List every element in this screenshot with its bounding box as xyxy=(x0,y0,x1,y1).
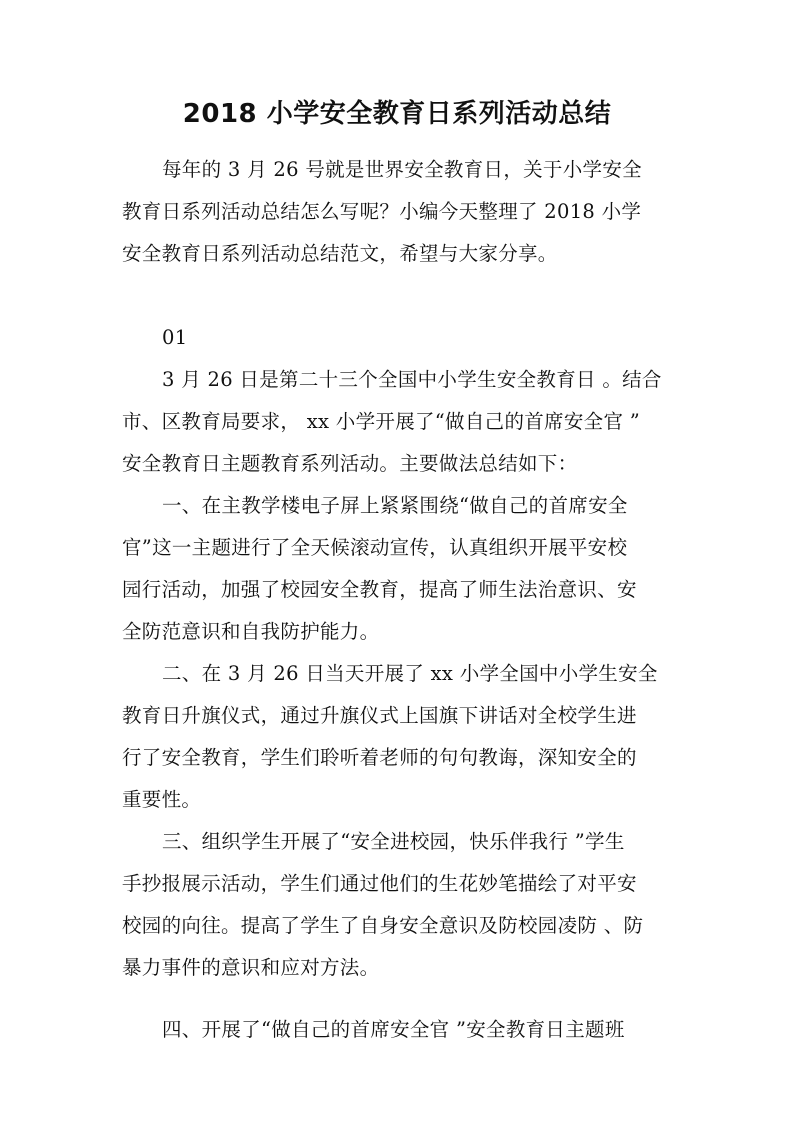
text-line: 教育日系列活动总结怎么写呢？小编今天整理了 2018 小学 xyxy=(122,200,642,223)
document-title: 2018 小学安全教育日系列活动总结 xyxy=(182,99,612,129)
text-line: 园行活动，加强了校园安全教育，提高了师生法治意识、安 xyxy=(122,578,637,601)
text-line: 手抄报展示活动，学生们通过他们的生花妙笔描绘了对平安 xyxy=(122,872,637,895)
text-line: 校园的向往。提高了学生了自身安全意识及防校园凌防 、防 xyxy=(122,914,644,937)
text-line: 行了安全教育，学生们聆听着老师的句句教诲，深知安全的 xyxy=(122,746,637,769)
text-line: 每年的 3 月 26 号就是世界安全教育日，关于小学安全 xyxy=(162,158,642,181)
text-line: 3 月 26 日是第二十三个全国中小学生安全教育日 。结合 xyxy=(162,368,662,391)
text-line: 三、组织学生开展了“安全进校园，快乐伴我行 ”学生 xyxy=(162,830,625,853)
text-line: 重要性。 xyxy=(122,788,202,811)
text-line: 一、在主教学楼电子屏上紧紧围绕“做自己的首席安全 xyxy=(162,494,628,517)
text-line: 安全教育日系列活动总结范文，希望与大家分享。 xyxy=(122,242,558,265)
text-line: 官”这一主题进行了全天候滚动宣传，认真组织开展平安校 xyxy=(122,536,628,559)
text-line: 二、在 3 月 26 日当天开展了 xx 小学全国中小学生安全 xyxy=(162,662,658,685)
text-line: 暴力事件的意识和应对方法。 xyxy=(122,956,380,979)
text-line: 教育日升旗仪式，通过升旗仪式上国旗下讲话对全校学生进 xyxy=(122,704,637,727)
text-line: 全防范意识和自我防护能力。 xyxy=(122,620,380,643)
text-line: 市、区教育局要求， xx 小学开展了“做自己的首席安全官 ” xyxy=(122,410,641,433)
section-number: 01 xyxy=(162,326,188,349)
text-line: 四、开展了“做自己的首席安全官 ”安全教育日主题班 xyxy=(162,1018,625,1041)
text-line: 安全教育日主题教育系列活动。主要做法总结如下： xyxy=(122,452,578,475)
